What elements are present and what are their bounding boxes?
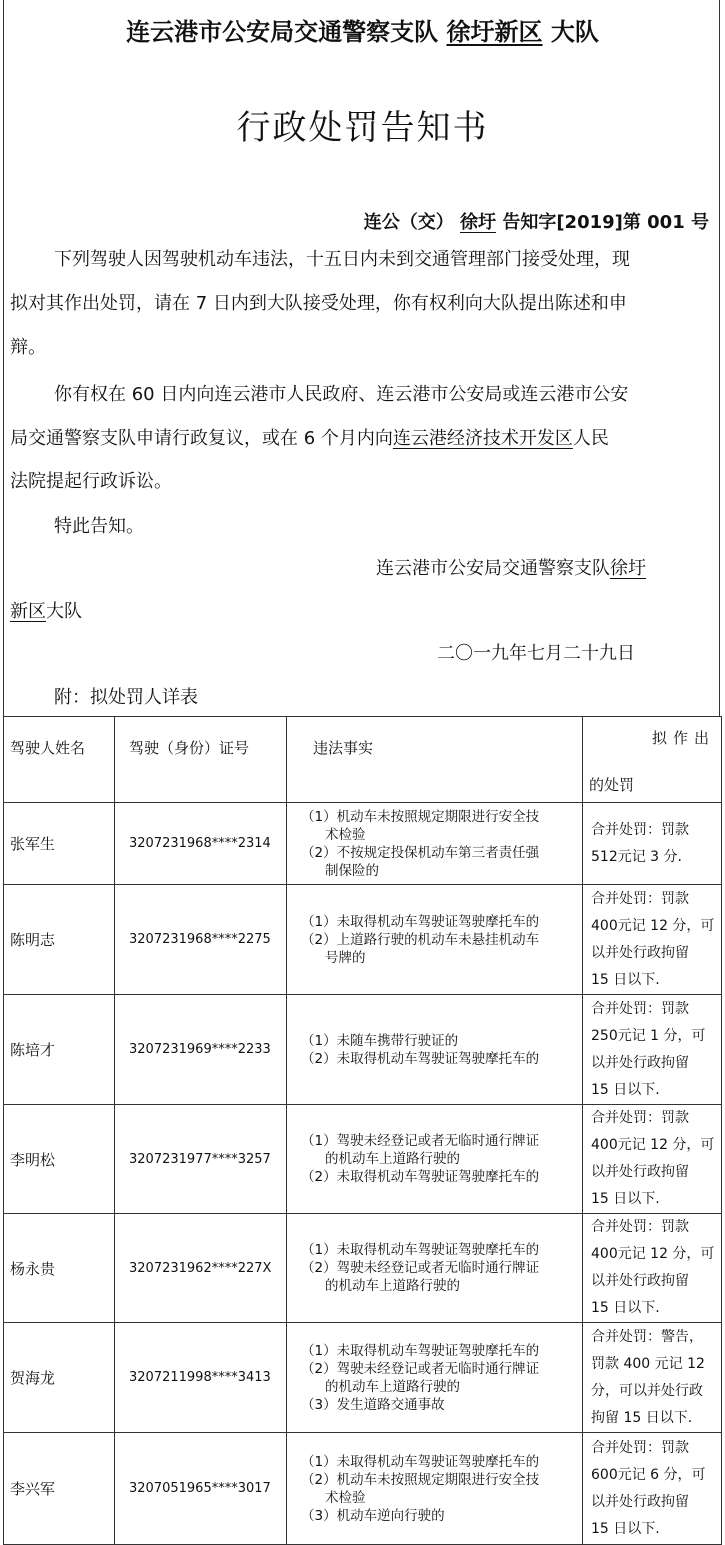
penalty-line: 400元记 12 分，可: [591, 917, 715, 934]
proposed-penalty: [583, 1323, 722, 1433]
violation-fact-line: （2）未取得机动车驾驶证驾驶摩托车的: [301, 1169, 540, 1185]
violation-fact-line: 术检验: [325, 826, 366, 843]
table-row: [4, 1433, 722, 1545]
penalty-line: 400元记 12 分，可: [591, 1137, 715, 1153]
violation-fact-line: （1）未随车携带行驶证的: [301, 1032, 459, 1049]
penalty-line: 合并处罚：警告，: [591, 1328, 703, 1345]
proposed-penalty: [583, 1105, 722, 1214]
penalty-line: 以并处行政拘留: [591, 1164, 689, 1180]
license-id-number: 3207231968****2314: [115, 803, 287, 885]
violation-fact-line: （1）未取得机动车驾驶证驾驶摩托车的: [301, 1342, 540, 1359]
signature-brigade: 新区大队: [10, 601, 82, 622]
offender-details-table: [3, 716, 722, 1545]
agency-name: 连云港市公安局交通警察支队: [126, 18, 439, 46]
license-id-number: 3207231977****3257: [115, 1105, 287, 1214]
violation-facts: [287, 803, 583, 885]
violation-fact-line: 制保险的: [325, 862, 379, 879]
violation-fact-line: （1）未取得机动车驾驶证驾驶摩托车的: [301, 1453, 540, 1470]
license-id-number: 3207231968****2275: [115, 885, 287, 995]
violation-fact-line: 的机动车上道路行驶的: [325, 1378, 460, 1395]
penalty-line: 15 日以下.: [591, 971, 660, 988]
table-header-row: [4, 717, 722, 803]
closing-text: 特此告知。: [54, 516, 144, 537]
issuing-agency-header: [0, 12, 725, 47]
violation-fact-line: （2）驾驶未经登记或者无临时通行牌证: [301, 1260, 540, 1276]
header-penalty: 拟作出 的处罚: [583, 717, 722, 803]
violation-fact-line: 的机动车上道路行驶的: [325, 1151, 460, 1167]
violation-facts: [287, 1105, 583, 1214]
offender-name: 陈培才: [4, 995, 115, 1105]
violation-fact-line: （2）机动车未按照规定期限进行安全技: [301, 1471, 540, 1488]
para2-line3: 法院提起行政诉讼。: [10, 471, 172, 492]
table-row: [4, 885, 722, 995]
offender-name: 李兴军: [4, 1433, 115, 1545]
violation-fact-line: 术检验: [325, 1489, 366, 1506]
para2-line2: 局交通警察支队申请行政复议，或在 6 个月内向连云港经济技术开发区人民: [10, 428, 609, 449]
offender-name: 张军生: [4, 803, 115, 885]
penalty-line: 以并处行政拘留: [591, 1273, 689, 1289]
violation-fact-line: （1）未取得机动车驾驶证驾驶摩托车的: [301, 1242, 540, 1258]
penalty-line: 以并处行政拘留: [591, 1493, 689, 1510]
court-name: 连云港经济技术开发区: [392, 428, 573, 449]
para1-line2: 拟对其作出处罚，请在 7 日内到大队接受处理，你有权利向大队提出陈述和申: [10, 293, 627, 314]
table-row: [4, 1105, 722, 1214]
penalty-line: 以并处行政拘留: [591, 944, 689, 961]
doc-number-prefix: 连公（交）: [363, 212, 454, 233]
penalty-line: 合并处罚：罚款: [591, 1000, 689, 1017]
violation-fact-line: （3）机动车逆向行驶的: [301, 1507, 445, 1524]
doc-number-unit: 徐圩: [460, 212, 497, 233]
table-row: [4, 1323, 722, 1433]
violation-fact-line: （2）未取得机动车驾驶证驾驶摩托车的: [301, 1050, 540, 1067]
proposed-penalty: [583, 1433, 722, 1545]
violation-facts: [287, 995, 583, 1105]
header-facts: 违法事实: [287, 717, 583, 803]
penalty-line: 分，可以并处行政: [591, 1382, 703, 1399]
offender-name: 杨永贵: [4, 1214, 115, 1323]
penalty-line: 250元记 1 分，可: [591, 1027, 706, 1044]
signature-agency: 连云港市公安局交通警察支队徐圩: [376, 558, 646, 579]
para1-line3: 辩。: [10, 337, 46, 358]
violation-fact-line: （1）未取得机动车驾驶证驾驶摩托车的: [301, 913, 540, 930]
penalty-line: 合并处罚：罚款: [591, 1110, 689, 1126]
offender-name: 贺海龙: [4, 1323, 115, 1433]
penalty-line: 合并处罚：罚款: [591, 1439, 689, 1456]
proposed-penalty: [583, 1214, 722, 1323]
offender-name: 李明松: [4, 1105, 115, 1214]
penalty-line: 合并处罚：罚款: [591, 890, 689, 907]
violation-fact-line: 号牌的: [325, 949, 366, 966]
issue-date: 二〇一九年七月二十九日: [437, 643, 635, 664]
violation-fact-line: （2）驾驶未经登记或者无临时通行牌证: [301, 1360, 540, 1377]
doc-number-suffix: 告知字[2019]第 001 号: [502, 212, 709, 233]
para1-line1: 下列驾驶人因驾驶机动车违法，十五日内未到交通管理部门接受处理，现: [54, 249, 630, 270]
proposed-penalty: [583, 885, 722, 995]
violation-fact-line: （2）上道路行驶的机动车未悬挂机动车: [301, 931, 540, 948]
penalty-line: 512元记 3 分.: [591, 848, 682, 865]
penalty-line: 15 日以下.: [591, 1081, 660, 1098]
license-id-number: 3207231969****2233: [115, 995, 287, 1105]
offender-name: 陈明志: [4, 885, 115, 995]
brigade-name: 徐圩新区: [446, 18, 543, 46]
attachment-label: 附：拟处罚人详表: [54, 687, 198, 708]
proposed-penalty: [583, 995, 722, 1105]
violation-fact-line: （1）驾驶未经登记或者无临时通行牌证: [301, 1133, 540, 1149]
violation-fact-line: （3）发生道路交通事故: [301, 1396, 445, 1413]
penalty-line: 合并处罚：罚款: [591, 1219, 689, 1235]
header-id: 驾驶（身份）证号: [115, 717, 287, 803]
penalty-line: 600元记 6 分，可: [591, 1466, 706, 1483]
penalty-line: 拘留 15 日以下.: [591, 1409, 693, 1426]
table-row: [4, 995, 722, 1105]
penalty-line: 400元记 12 分，可: [591, 1246, 715, 1262]
violation-fact-line: （2）不按规定投保机动车第三者责任强: [301, 844, 540, 861]
violation-facts: [287, 1323, 583, 1433]
penalty-line: 15 日以下.: [591, 1300, 660, 1316]
agency-suffix: 大队: [550, 18, 599, 46]
license-id-number: 3207051965****3017: [115, 1433, 287, 1545]
table-row: [4, 803, 722, 885]
penalty-line: 以并处行政拘留: [591, 1054, 689, 1071]
violation-facts: [287, 1214, 583, 1323]
violation-fact-line: 的机动车上道路行驶的: [325, 1278, 460, 1294]
penalty-line: 罚款 400 元记 12: [591, 1355, 705, 1372]
proposed-penalty: [583, 803, 722, 885]
license-id-number: 3207231962****227X: [115, 1214, 287, 1323]
para2-line1: 你有权在 60 日内向连云港市人民政府、连云港市公安局或连云港市公安: [54, 384, 629, 405]
penalty-line: 合并处罚：罚款: [591, 821, 689, 838]
document-number: [364, 208, 709, 234]
header-name: 驾驶人姓名: [4, 717, 115, 803]
penalty-line: 15 日以下.: [591, 1191, 660, 1207]
table-row: [4, 1214, 722, 1323]
penalty-line: 15 日以下.: [591, 1520, 660, 1537]
document-title: 行政处罚告知书: [236, 108, 489, 148]
violation-facts: [287, 885, 583, 995]
violation-facts: [287, 1433, 583, 1545]
license-id-number: 3207211998****3413: [115, 1323, 287, 1433]
violation-fact-line: （1）机动车未按照规定期限进行安全技: [301, 808, 540, 825]
